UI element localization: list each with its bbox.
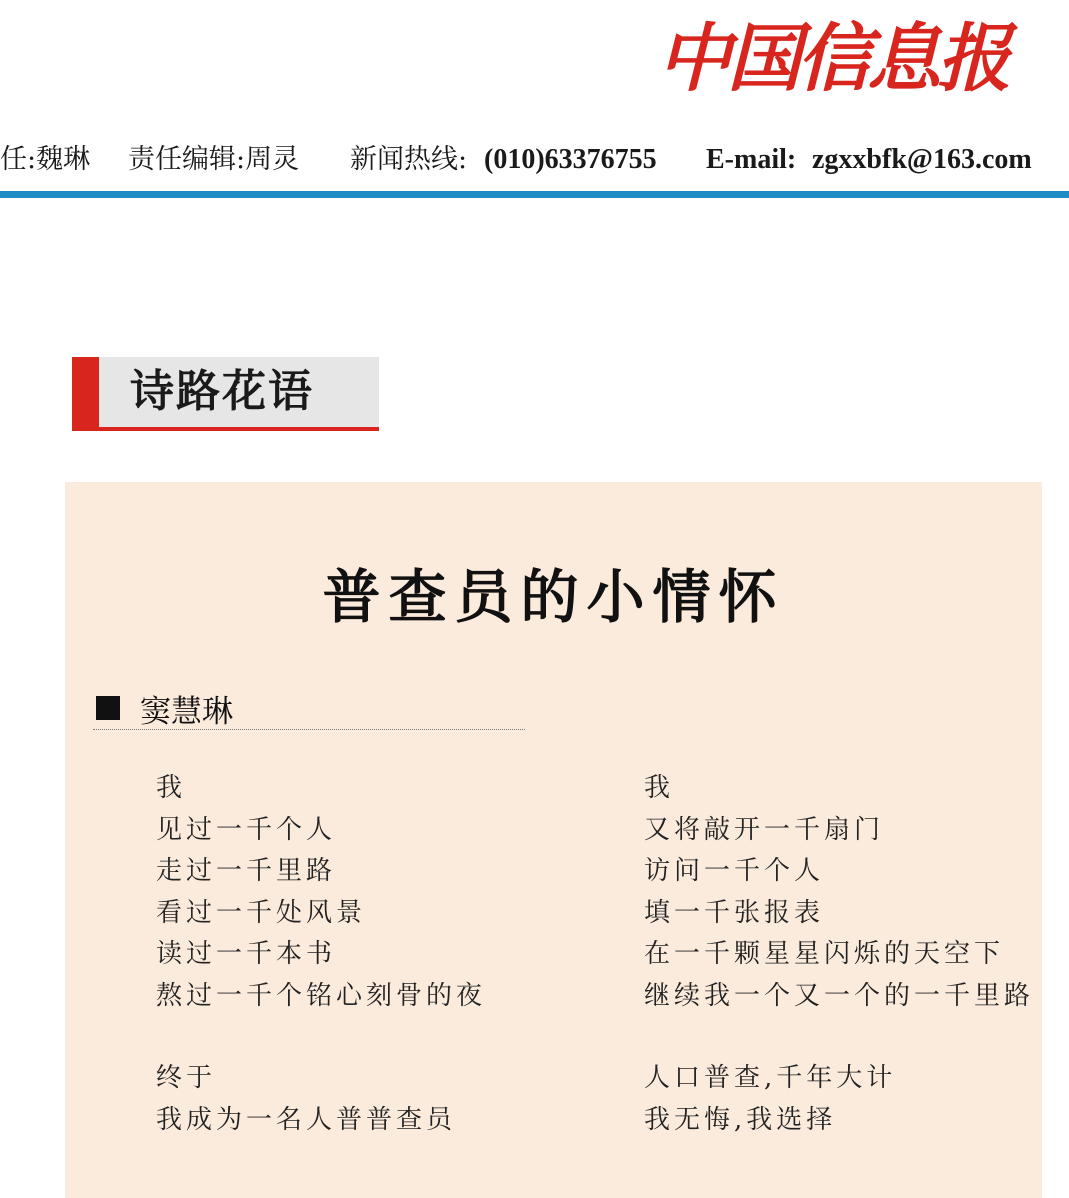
author-byline [96, 688, 233, 728]
poem-line: 我 [644, 773, 675, 803]
poem-line: 我 [156, 773, 187, 803]
byline-square-icon [96, 696, 120, 720]
poem-line: 走过一千里路 [156, 856, 337, 886]
poem-line: 访问一千个人 [644, 856, 825, 886]
poem-line: 又将敲开一千扇门 [644, 814, 885, 845]
column-header [72, 357, 379, 431]
poem-line: 我成为一名人普普查员 [156, 1104, 457, 1135]
right-stanza-2 [644, 1058, 896, 1141]
poem-line: 填一千张报表 [644, 897, 825, 928]
newspaper-masthead: 中国信息报 [657, 16, 1007, 102]
column-title: 诗路花语 [130, 366, 314, 417]
credits-line [0, 140, 1069, 180]
poem-line: 我无悔,我选择 [644, 1104, 837, 1135]
email-address: zgxxbfk@163.com [812, 144, 1032, 175]
poem-line: 人口普查,千年大计 [644, 1063, 897, 1093]
left-stanza-2 [156, 1058, 456, 1141]
poem-line: 继续我一个又一个的一千里路 [644, 980, 1035, 1011]
column-accent-bar [72, 357, 99, 431]
poem-line: 终于 [156, 1063, 217, 1093]
left-stanza-1 [156, 768, 486, 1017]
duty-editor: 任:魏琳 [0, 144, 91, 175]
header-divider [0, 191, 1069, 198]
poem-line: 见过一千个人 [156, 814, 337, 845]
poem-line: 看过一千处风景 [156, 897, 367, 928]
right-stanza-1 [644, 768, 1034, 1017]
author-name: 窦慧琳 [140, 693, 233, 730]
poem-line: 读过一千本书 [156, 939, 337, 969]
responsible-editor: 责任编辑:周灵 [128, 144, 300, 175]
poem-line: 在一千颗星星闪烁的天空下 [644, 939, 1005, 969]
poem-line: 熬过一千个铭心刻骨的夜 [156, 980, 487, 1011]
email-label: E-mail: [706, 144, 797, 175]
byline-divider [93, 729, 525, 730]
hotline-label: 新闻热线: [350, 144, 468, 175]
hotline-number: (010)63376755 [484, 144, 657, 175]
poem-title: 普查员的小情怀 [322, 563, 785, 631]
